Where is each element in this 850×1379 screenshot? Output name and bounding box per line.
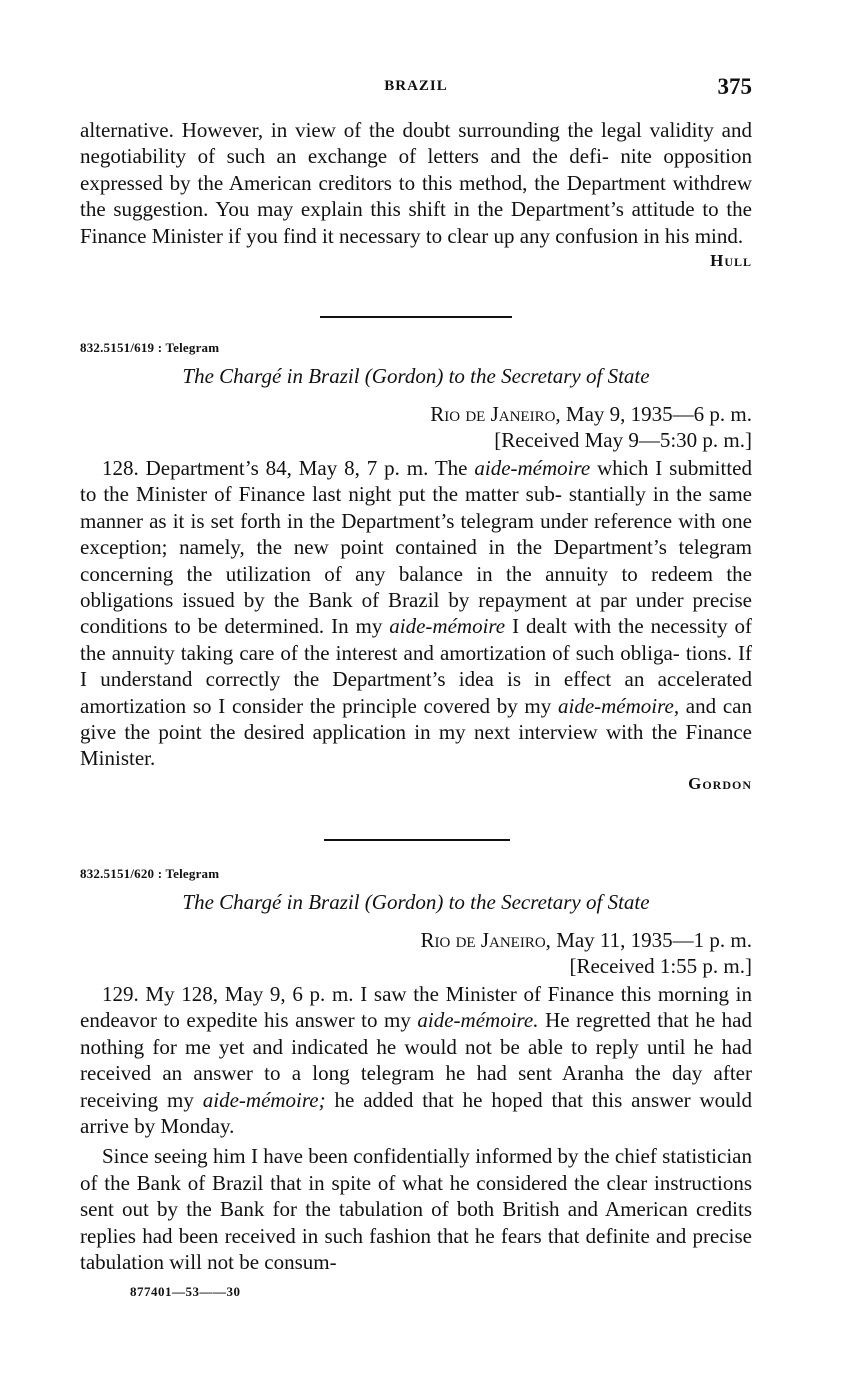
dateline [80, 927, 752, 953]
telegram-paragraph [80, 455, 752, 772]
paragraph-text: I dealt with the necessity of the annuity taking care of the interest and amortization of such obliga- tions. If I understand correctly the Department’s idea is in effect an accelerated amortization so I consider the principle covered by my [80, 614, 752, 718]
paragraph-text: and can give the point the desired application in my next interview with the Finance Minister. [80, 693, 752, 771]
continuation-section [80, 117, 752, 271]
page-number: 375 [717, 74, 752, 99]
dateline-date: May 11, 1935—1 p. m. [556, 928, 752, 952]
paragraph-text: he added that he hoped that this answer would arrive by Monday. [80, 1087, 752, 1139]
file-reference: 832.5151/620 : Telegram [80, 866, 220, 881]
section-divider [320, 316, 512, 318]
running-title: BRAZIL [384, 78, 448, 94]
received-line: [Received May 9—5:30 p. m.] [494, 428, 752, 452]
document-heading: The Chargé in Brazil (Gordon) to the Secretary of State [182, 364, 650, 388]
dateline-date: May 9, 1935—6 p. m. [565, 402, 752, 426]
telegram-paragraph [80, 981, 752, 1139]
footer [130, 1284, 430, 1300]
paragraph-text: which I submitted to the Minister of Finance last night put the matter sub- stantially in the same manner as it is set forth in the Department’s telegram under reference with one exception; namely, the new point contained in the Department’s telegram concerning the utilization of any balance in the annuity to redeem the obligations issued by the Bank of Brazil by repayment at par under precise conditions to be determined. In my [80, 456, 752, 639]
telegram-paragraph: Since seeing him I have been confidentially informed by the chief statistician of the Bank of Brazil that in spite of what he considered the clear instructions sent out by the Bank for the tabulation of both British and American credits replies had been received in such fashion that he fears that definite and precise tabulation will not be consum- [80, 1144, 752, 1275]
paragraph-text: Department’s 84, May 8, 7 p. m. The [138, 456, 475, 480]
continuation-paragraph: alternative. However, in view of the doubt surrounding the legal validity and negotiability of such an exchange of letters and the defi- nite opposition expressed by the American creditors to this method, the Department withdrew the suggestion. You may explain this shift in the Department’s attitude to the Finance Minister if you find it necessary to clear up any confusion in his mind. [80, 118, 752, 248]
emphasis-aide-memoire: aide-mémoire, [557, 693, 680, 718]
emphasis-aide-memoire: aide-mémoire. [417, 1008, 539, 1033]
emphasis-aide-memoire: aide-mémoire [389, 614, 506, 639]
section-divider [324, 839, 510, 841]
paragraph-number: 129. [102, 982, 139, 1006]
signature-gordon: Gordon [688, 773, 752, 793]
file-reference: 832.5151/619 : Telegram [80, 340, 220, 355]
dateline-place: Rio de Janeiro, [430, 402, 561, 426]
telegram-620 [80, 866, 752, 1275]
dateline-place: Rio de Janeiro, [420, 928, 551, 952]
signature-hull: Hull [710, 251, 752, 271]
printer-code: 877401—53——30 [130, 1284, 241, 1299]
telegram-619 [80, 340, 752, 794]
emphasis-aide-memoire: aide-mémoire [474, 456, 591, 480]
paragraph-text: He regretted that he had nothing for me yet and indicated he would not be able to reply until he had received an answer to a long telegram he had sent Aranha the day after receiving my [80, 1008, 752, 1112]
emphasis-aide-memoire: aide-mémoire; [202, 1087, 326, 1112]
running-head [80, 74, 752, 102]
dateline [80, 401, 752, 427]
paragraph-number: 128. [102, 456, 139, 480]
paragraph-text: My 128, May 9, 6 p. m. I saw the Minister of Finance this morning in endeavor to expedite his answer to my [80, 982, 752, 1033]
document-heading: The Chargé in Brazil (Gordon) to the Secretary of State [182, 890, 650, 914]
received-line: [Received 1:55 p. m.] [569, 954, 752, 978]
